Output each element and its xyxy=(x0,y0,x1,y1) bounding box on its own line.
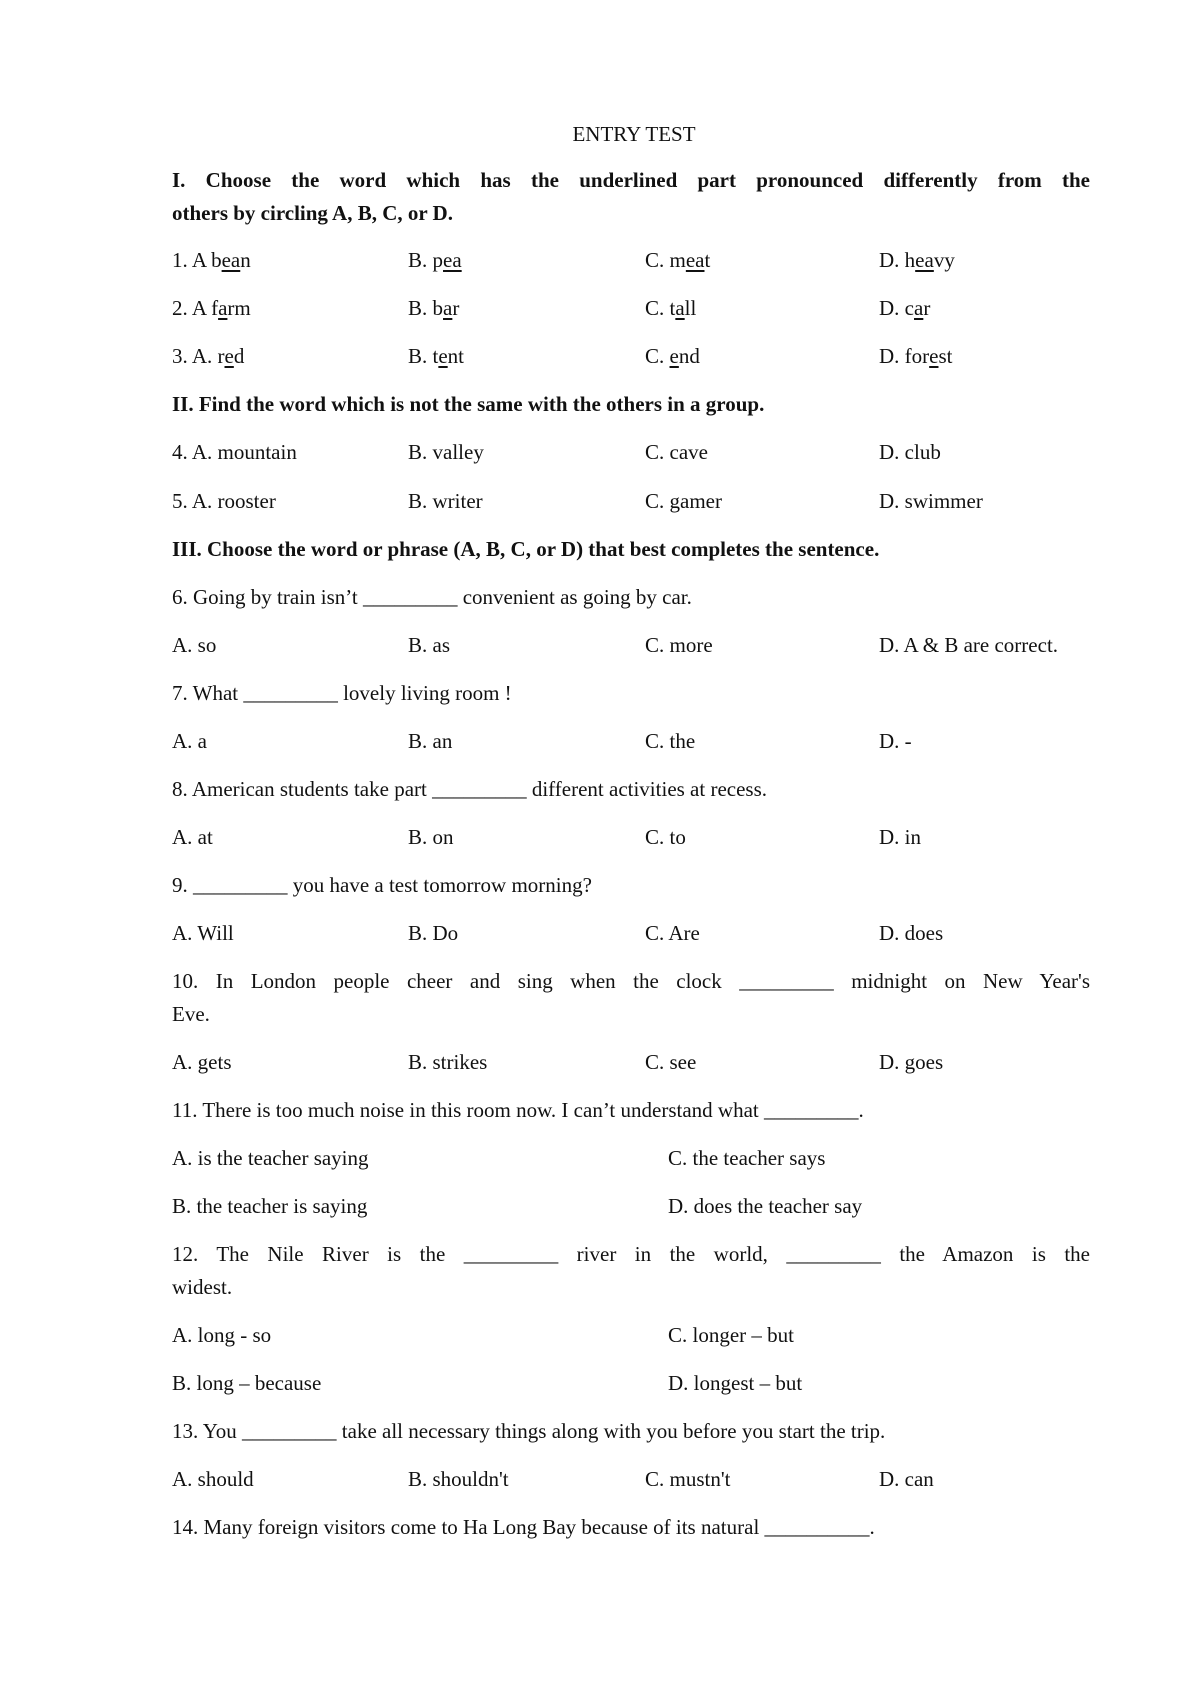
q1-option-d: D. heavy xyxy=(879,248,955,272)
q13-option-b: B. shouldn't xyxy=(408,1467,509,1491)
q12-stem-line-1: 12. The Nile River is the _________ river in the world, _________ the Amazon is the xyxy=(172,1242,1090,1266)
q6-option-b: B. as xyxy=(408,633,450,657)
q7-option-b: B. an xyxy=(408,729,453,753)
q8-option-c: C. to xyxy=(645,825,686,849)
q8-option-a: A. at xyxy=(172,825,213,849)
q3-option-c: C. end xyxy=(645,344,700,368)
q12-option-b: B. long – because xyxy=(172,1371,322,1395)
q12-stem-line-2: widest. xyxy=(172,1275,233,1299)
q8-option-b: B. on xyxy=(408,825,454,849)
q4-option-b: B. valley xyxy=(408,440,484,464)
q7-option-a: A. a xyxy=(172,729,207,753)
q4-option-c: C. cave xyxy=(645,440,708,464)
q7-option-d: D. - xyxy=(879,729,912,753)
q12-option-a: A. long - so xyxy=(172,1323,272,1347)
q2-option-d: D. car xyxy=(879,296,931,320)
q5-option-d: D. swimmer xyxy=(879,489,983,513)
q6-option-c: C. more xyxy=(645,633,713,657)
q2-option-b: B. bar xyxy=(408,296,460,320)
q10-option-d: D. goes xyxy=(879,1050,944,1074)
q11-option-c: C. the teacher says xyxy=(668,1146,826,1170)
q13-option-d: D. can xyxy=(879,1467,934,1491)
q7-option-c: C. the xyxy=(645,729,696,753)
q7-stem: 7. What _________ lovely living room ! xyxy=(172,681,512,705)
q3-option-b: B. tent xyxy=(408,344,465,368)
q6-option-a: A. so xyxy=(172,633,217,657)
q11-option-d: D. does the teacher say xyxy=(668,1194,863,1218)
q6-stem: 6. Going by train isn’t _________ convenient as going by car. xyxy=(172,585,692,609)
q13-option-c: C. mustn't xyxy=(645,1467,731,1491)
q12-option-d: D. longest – but xyxy=(668,1371,803,1395)
q1-option-b: B. pea xyxy=(408,248,462,272)
q12-option-c: C. longer – but xyxy=(668,1323,794,1347)
q11-option-a: A. is the teacher saying xyxy=(172,1146,369,1170)
section-1-heading-line-2: others by circling A, B, C, or D. xyxy=(172,201,453,225)
q13-option-a: A. should xyxy=(172,1467,254,1491)
q5-option-b: B. writer xyxy=(408,489,483,513)
q1-option-a: 1. A bean xyxy=(172,248,251,272)
q10-stem-line-2: Eve. xyxy=(172,1002,210,1026)
q2-option-a: 2. A farm xyxy=(172,296,251,320)
q9-option-a: A. Will xyxy=(172,921,234,945)
q3-option-d: D. forest xyxy=(879,344,953,368)
q14-stem: 14. Many foreign visitors come to Ha Long Bay because of its natural __________. xyxy=(172,1515,875,1539)
q4-option-a: 4. A. mountain xyxy=(172,440,297,464)
q2-option-c: C. tall xyxy=(645,296,697,320)
q5-option-c: C. gamer xyxy=(645,489,722,513)
q9-stem: 9. _________ you have a test tomorrow morning? xyxy=(172,873,592,897)
q1-option-c: C. meat xyxy=(645,248,711,272)
q4-option-d: D. club xyxy=(879,440,941,464)
section-2-heading: II. Find the word which is not the same with the others in a group. xyxy=(172,392,765,416)
q6-option-d: D. A & B are correct. xyxy=(879,633,1059,657)
q8-option-d: D. in xyxy=(879,825,921,849)
q13-stem: 13. You _________ take all necessary things along with you before you start the trip. xyxy=(172,1419,886,1443)
page-title: ENTRY TEST xyxy=(572,122,696,146)
q10-option-c: C. see xyxy=(645,1050,697,1074)
q10-option-b: B. strikes xyxy=(408,1050,488,1074)
q3-option-a: 3. A. red xyxy=(172,344,245,368)
q10-stem-line-1: 10. In London people cheer and sing when the clock _________ midnight on New Year's xyxy=(172,969,1090,993)
q9-option-b: B. Do xyxy=(408,921,459,945)
q8-stem: 8. American students take part _________ different activities at recess. xyxy=(172,777,768,801)
q9-option-c: C. Are xyxy=(645,921,700,945)
q11-stem: 11. There is too much noise in this room now. I can’t understand what _________. xyxy=(172,1098,864,1122)
section-3-heading: III. Choose the word or phrase (A, B, C, or D) that best completes the sentence. xyxy=(172,537,880,561)
section-1-heading-line-1: I. Choose the word which has the underlined part pronounced differently from the xyxy=(172,168,1090,192)
q9-option-d: D. does xyxy=(879,921,944,945)
q5-option-a: 5. A. rooster xyxy=(172,489,276,513)
q10-option-a: A. gets xyxy=(172,1050,232,1074)
q11-option-b: B. the teacher is saying xyxy=(172,1194,368,1218)
